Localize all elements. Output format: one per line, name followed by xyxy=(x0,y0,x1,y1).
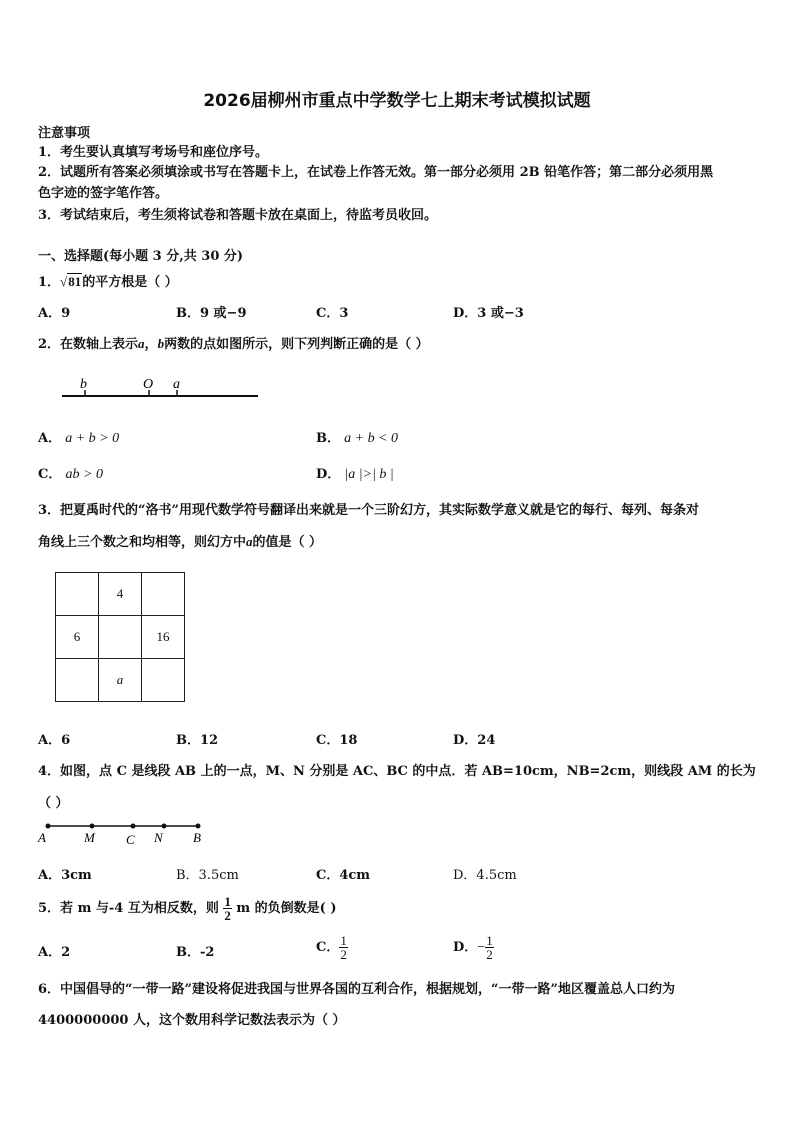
option-key: C． xyxy=(38,467,62,482)
q5-stem-part-2: m 的负倒数是( ) xyxy=(236,901,337,916)
question-4-line-2: （ ） xyxy=(38,796,69,811)
label-c: C xyxy=(126,832,135,847)
q5-stem-part-1: 5．若 m 与-4 互为相反数，则 xyxy=(38,901,219,916)
axis-label-origin: O xyxy=(143,377,154,392)
radicand: 81 xyxy=(68,274,82,289)
q2-option-b xyxy=(316,427,398,447)
page-title: 2026届柳州市重点中学数学七上期末考试模拟试题 xyxy=(203,91,591,111)
option-math: a + b < 0 xyxy=(344,431,399,446)
option-math: ab > 0 xyxy=(65,467,103,482)
fraction xyxy=(339,934,348,961)
var-a: a xyxy=(246,534,253,549)
q3-option-d: D．24 xyxy=(453,733,496,748)
option-math: |a |>| b | xyxy=(344,467,394,482)
q1-option-c: C．3 xyxy=(316,306,349,321)
option-key: B． xyxy=(316,431,340,446)
option-key: D． xyxy=(453,940,478,955)
numerator: 1 xyxy=(224,894,231,909)
option-key: A． xyxy=(38,431,62,446)
q4-option-c: C．4cm xyxy=(316,868,371,883)
point-n xyxy=(162,824,167,829)
number-line-diagram xyxy=(58,372,268,404)
notice-item-2: 2．试题所有答案必须填涂或书写在答题卡上，在试卷上作答无效。第一部分必须用 2B 铅笔作答；第二部分必须用黑 xyxy=(38,165,714,180)
question-1-text: 的平方根是（ ） xyxy=(82,275,178,290)
question-number: 1． xyxy=(38,275,61,290)
grid-cell xyxy=(56,659,99,702)
q2-option-d xyxy=(316,463,394,483)
q5-option-c xyxy=(316,930,348,966)
option-key: B． xyxy=(176,945,200,960)
q5-option-a xyxy=(38,941,70,960)
label-a: A xyxy=(38,830,46,845)
section-heading: 一、选择题(每小题 3 分,共 30 分) xyxy=(38,249,244,264)
option-key: D． xyxy=(316,467,341,482)
point-b xyxy=(196,824,201,829)
q3-stem-part-2: 的值是（ ） xyxy=(252,535,323,550)
numerator: 1 xyxy=(486,933,493,948)
grid-cell xyxy=(99,616,142,659)
fraction xyxy=(223,895,232,922)
q3-stem-part-1: 角线上三个数之和均相等，则幻方中 xyxy=(38,535,247,550)
q5-option-b xyxy=(176,941,214,960)
grid-cell: 6 xyxy=(56,616,99,659)
option-key: C． xyxy=(316,940,340,955)
point-m xyxy=(90,824,95,829)
question-5-stem xyxy=(38,892,337,926)
q2-stem-part-2: 两数的点如图所示，则下列判断正确的是（ ） xyxy=(164,337,429,352)
grid-cell: 4 xyxy=(99,573,142,616)
point-c xyxy=(131,824,136,829)
grid-cell xyxy=(142,659,185,702)
q3-option-b: B．12 xyxy=(176,733,219,748)
segment-diagram xyxy=(36,818,216,848)
q1-option-b: B．9 或−9 xyxy=(176,306,247,321)
q1-option-d: D．3 或−3 xyxy=(453,306,524,321)
q1-option-a: A．9 xyxy=(38,306,71,321)
q4-option-d: D．4.5cm xyxy=(453,868,517,883)
numerator: 1 xyxy=(340,933,347,948)
magic-square xyxy=(55,572,185,702)
option-math: a + b > 0 xyxy=(65,431,120,446)
grid-cell: 16 xyxy=(142,616,185,659)
question-3-line-2 xyxy=(38,531,322,550)
denominator: 2 xyxy=(486,947,493,962)
label-n: N xyxy=(154,830,163,845)
label-m: M xyxy=(84,830,95,845)
q2-option-a xyxy=(38,427,119,447)
q3-option-c: C．18 xyxy=(316,733,358,748)
label-b: B xyxy=(193,830,201,845)
q3-option-a: A．6 xyxy=(38,733,71,748)
sqrt-expression: √81 xyxy=(60,274,82,289)
q2-option-c xyxy=(38,463,103,483)
q4-option-a: A．3cm xyxy=(38,868,92,883)
minus-sign: − xyxy=(477,940,486,955)
var-a: a xyxy=(138,336,145,351)
q2-stem-part-1: 2．在数轴上表示 xyxy=(38,337,139,352)
question-2-stem xyxy=(38,333,429,352)
notice-item-2-cont: 色字迹的签字笔作答。 xyxy=(38,186,169,201)
q4-option-b: B．3.5cm xyxy=(176,868,239,883)
notice-item-3: 3．考试结束后，考生须将试卷和答题卡放在桌面上，待监考员收回。 xyxy=(38,208,438,223)
var-b: b xyxy=(157,336,165,351)
question-4-line-1: 4．如图，点 C 是线段 AB 上的一点，M、N 分别是 AC、BC 的中点．若 AB=10cm，NB=2cm，则线段 AM 的长为 xyxy=(38,764,756,779)
option-key: A． xyxy=(38,945,62,960)
fraction xyxy=(485,934,494,961)
axis-label-b: b xyxy=(80,377,87,392)
grid-cell xyxy=(56,573,99,616)
question-6-line-2: 4400000000 人，这个数用科学记数法表示为（ ） xyxy=(38,1013,346,1028)
question-3-line-1: 3．把夏禹时代的“洛书”用现代数学符号翻译出来就是一个三阶幻方，其实际数学意义就是它的每行、每列、每条对 xyxy=(38,503,700,518)
denominator: 2 xyxy=(224,908,231,923)
grid-cell xyxy=(142,573,185,616)
notice-item-1: 1．考生要认真填写考场号和座位序号。 xyxy=(38,145,269,160)
separator: ， xyxy=(144,337,158,352)
q5-option-d xyxy=(453,930,494,966)
grid-cell: a xyxy=(99,659,142,702)
point-a xyxy=(46,824,51,829)
notice-heading: 注意事项 xyxy=(38,126,91,141)
option-value: -2 xyxy=(200,945,215,960)
question-1-stem xyxy=(38,271,178,290)
denominator: 2 xyxy=(340,947,347,962)
option-value: 2 xyxy=(61,945,71,960)
axis-label-a: a xyxy=(173,377,180,392)
question-6-line-1: 6．中国倡导的“一带一路”建设将促进我国与世界各国的互利合作，根据规划，“一带一路”地区覆盖总人口约为 xyxy=(38,982,675,997)
